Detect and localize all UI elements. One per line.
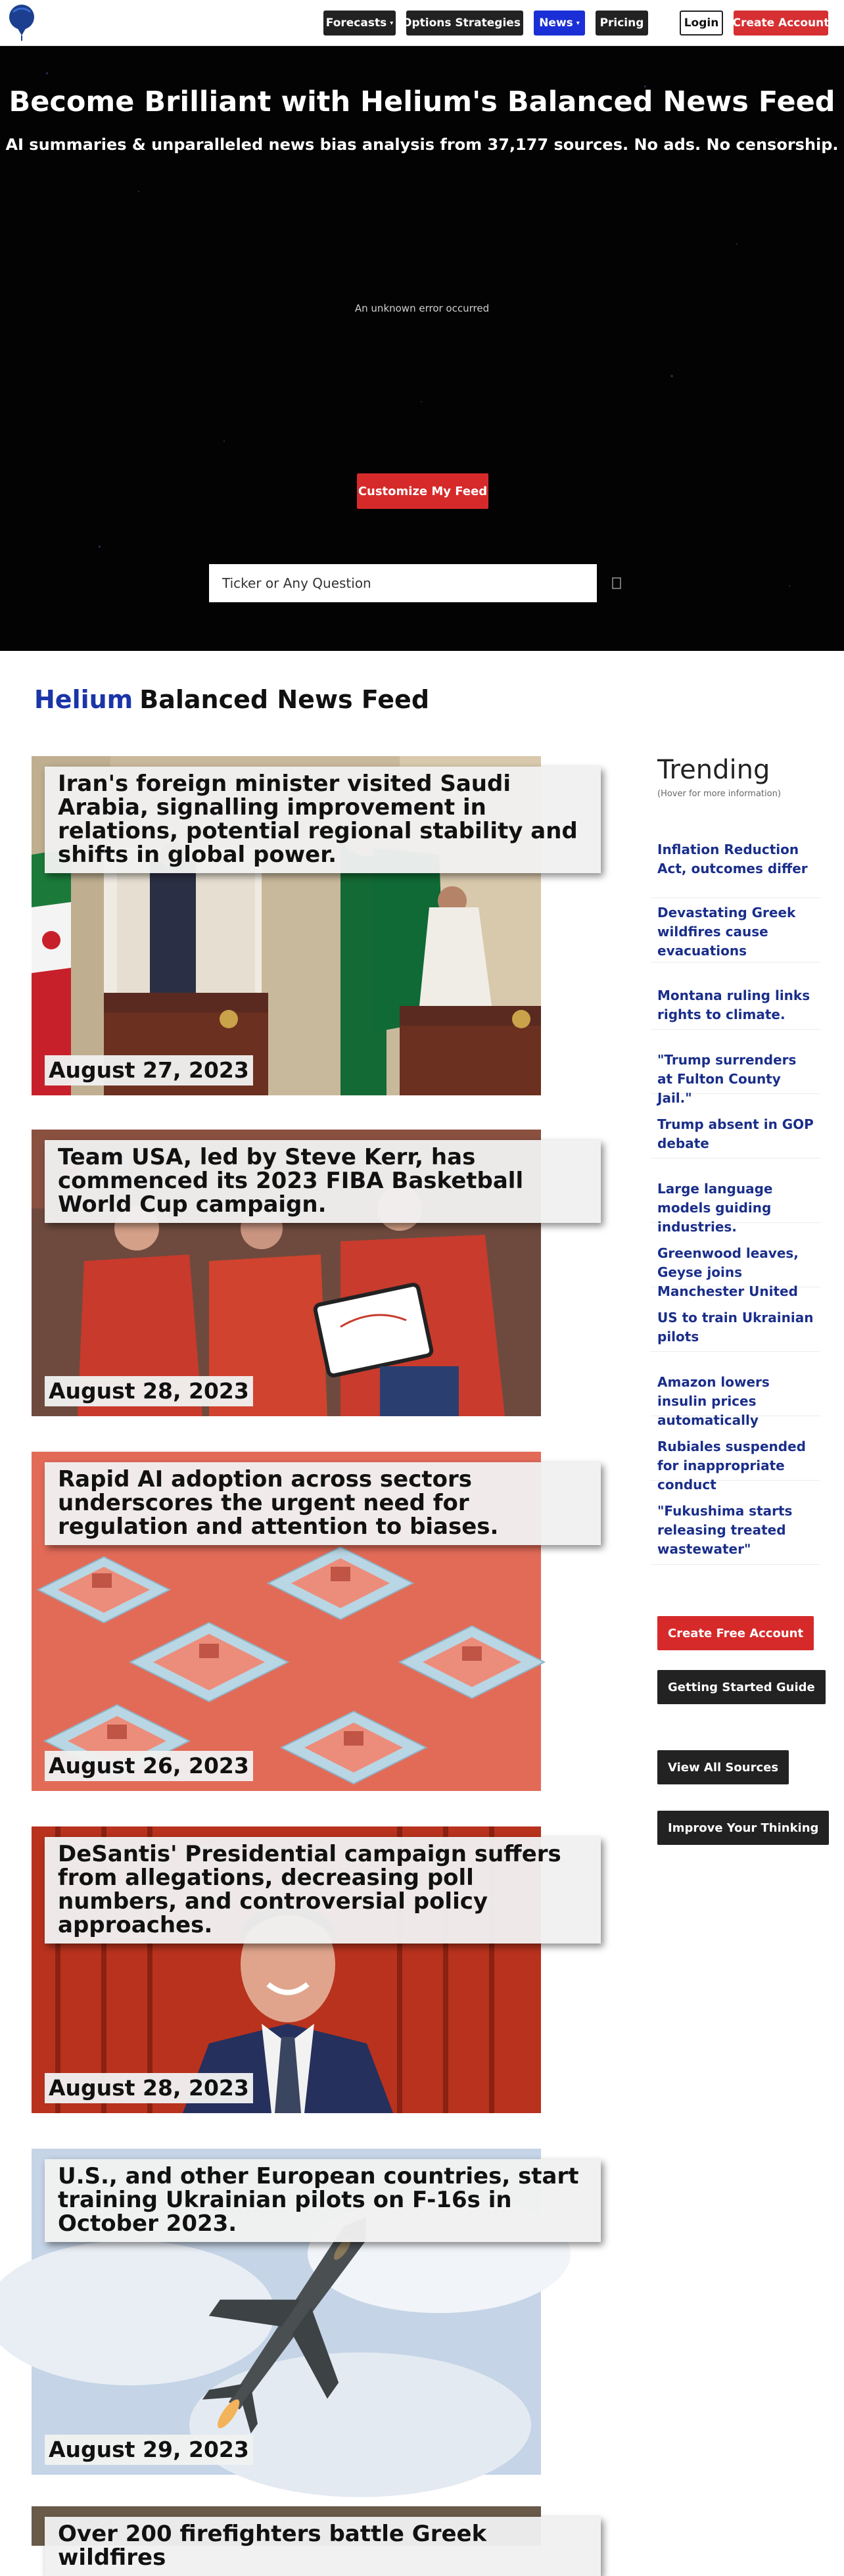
create-free-account-button[interactable]: Create Free Account [657, 1616, 814, 1650]
trending-item[interactable]: Trump absent in GOP debate [651, 1115, 820, 1158]
search-icon[interactable] [611, 577, 622, 589]
trending-hint: (Hover for more information) [657, 789, 781, 799]
news-card[interactable] [32, 1130, 541, 1416]
news-card-date: August 27, 2023 [45, 1055, 253, 1085]
forecasts-dropdown[interactable] [323, 11, 396, 36]
news-card-date: August 28, 2023 [45, 1376, 253, 1406]
trending-item[interactable]: Rubiales suspended for inappropriate conduct [651, 1437, 820, 1481]
news-card-title[interactable]: Team USA, led by Steve Kerr, has commenced its 2023 FIBA Basketball World Cup campaign. [45, 1140, 601, 1223]
feed-heading-text: Balanced News Feed [139, 685, 430, 714]
news-card[interactable] [32, 2506, 541, 2571]
news-card-date: August 29, 2023 [45, 2435, 253, 2465]
options-strategies-label: Options Strategies [402, 16, 521, 30]
hero-subtitle: AI summaries & unparalleled news bias analysis from 37,177 sources. No ads. No censorship. [5, 135, 839, 154]
getting-started-guide-button[interactable]: Getting Started Guide [657, 1670, 826, 1704]
caret-down-icon: ▾ [390, 19, 394, 27]
news-card-title[interactable]: Rapid AI adoption across sectors underscores the urgent need for regulation and attention to biases. [45, 1462, 601, 1545]
feed-heading [34, 685, 429, 714]
helium-balloon-logo-icon[interactable] [5, 3, 38, 42]
top-navbar [0, 0, 844, 46]
trending-item[interactable]: Inflation Reduction Act, outcomes differ [651, 838, 820, 898]
news-card-date: August 28, 2023 [45, 2073, 253, 2103]
news-card-title[interactable]: Over 200 firefighters battle Greek wildfires [45, 2517, 601, 2576]
news-card-title[interactable]: Iran's foreign minister visited Saudi Arabia, signalling improvement in relations, potential regional stability and shifts in global power. [45, 767, 601, 873]
caret-down-icon: ▾ [576, 19, 580, 27]
forecasts-label: Forecasts [325, 16, 387, 30]
news-card-title[interactable]: DeSantis' Presidential campaign suffers from allegations, decreasing poll numbers, and controversial policy approaches. [45, 1837, 601, 1944]
error-message: An unknown error occurred [354, 302, 490, 314]
customize-feed-button[interactable]: Customize My Feed [357, 473, 488, 509]
create-account-button[interactable]: Create Account [734, 11, 828, 36]
hero-section [0, 46, 844, 651]
caret-down-icon: ▾ [523, 19, 527, 27]
view-all-sources-button[interactable]: View All Sources [657, 1750, 789, 1784]
options-strategies-dropdown[interactable] [402, 11, 527, 36]
trending-item[interactable]: Devastating Greek wildfires cause evacuations [651, 902, 820, 963]
trending-item[interactable]: Amazon lowers insulin prices automatically [651, 1373, 820, 1416]
pricing-link[interactable]: Pricing [596, 11, 648, 36]
trending-item[interactable]: US to train Ukrainian pilots [651, 1308, 820, 1352]
login-button[interactable]: Login [680, 11, 723, 36]
news-card-title[interactable]: U.S., and other European countries, start training Ukrainian pilots on F-16s in October 2023. [45, 2159, 601, 2242]
trending-item[interactable]: Large language models guiding industries. [651, 1180, 820, 1223]
news-card-date: August 26, 2023 [45, 1751, 253, 1781]
trending-item[interactable]: "Trump surrenders at Fulton County Jail." [651, 1051, 820, 1094]
news-card[interactable] [32, 1826, 561, 2113]
news-dropdown[interactable] [534, 11, 585, 36]
trending-title: Trending [657, 755, 770, 785]
improve-your-thinking-button[interactable]: Improve Your Thinking [657, 1811, 829, 1845]
news-label: News [539, 16, 573, 30]
trending-item[interactable]: Greenwood leaves, Geyse joins Manchester United [651, 1244, 820, 1287]
trending-item[interactable]: "Fukushima starts releasing treated wastewater" [651, 1502, 820, 1565]
news-card[interactable] [32, 2149, 579, 2475]
news-card[interactable] [32, 1452, 541, 1791]
hero-title: Become Brilliant with Helium's Balanced News Feed [9, 85, 835, 118]
trending-item[interactable]: Montana ruling links rights to climate. [651, 986, 820, 1030]
search-input[interactable] [209, 564, 597, 602]
feed-brand: Helium [34, 685, 133, 714]
news-card[interactable] [32, 756, 578, 1095]
